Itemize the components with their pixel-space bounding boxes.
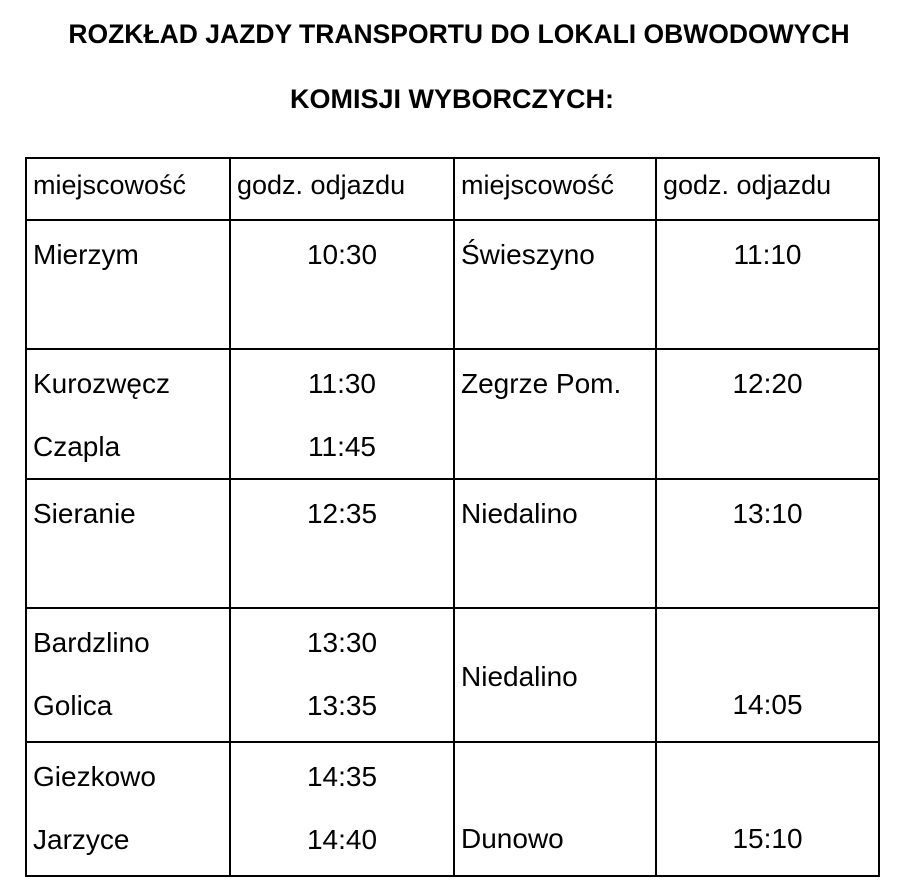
- departure-time: 15:10: [732, 823, 803, 854]
- table-header-row: [26, 158, 879, 220]
- place-name: Niedalino: [461, 498, 578, 529]
- header-place-left: miejscowość: [26, 158, 230, 220]
- left-time-cell: [230, 220, 454, 349]
- page-title-line-2: KOMISJI WYBORCZYCH:: [290, 84, 614, 114]
- left-time-cell: [230, 742, 454, 876]
- departure-time: 14:35: [306, 761, 378, 792]
- departure-time: 11:30: [308, 368, 376, 399]
- departure-time: 14:05: [732, 689, 803, 720]
- left-time-cell: [230, 349, 454, 479]
- left-place-cell: [26, 742, 230, 876]
- right-place-cell: [454, 742, 656, 876]
- place-name: Bardzlino: [33, 627, 150, 658]
- place-name: Świeszyno: [461, 239, 595, 270]
- right-place-cell: [454, 349, 656, 479]
- left-place-cell: [26, 220, 230, 349]
- place-name: Giezkowo: [33, 761, 156, 792]
- place-name: Mierzym: [33, 239, 139, 270]
- left-place-cell: [26, 479, 230, 608]
- place-name: Jarzyce: [33, 824, 130, 855]
- departure-time: 11:10: [733, 239, 802, 270]
- right-time-cell: [656, 220, 879, 349]
- departure-time: 12:35: [306, 498, 378, 529]
- table-row: [26, 742, 879, 876]
- right-place-cell: [454, 220, 656, 349]
- header-time-right: godz. odjazdu: [656, 158, 879, 220]
- left-place-cell: [26, 608, 230, 742]
- place-name: Sieranie: [33, 498, 136, 529]
- right-place-cell: [454, 608, 656, 742]
- left-time-cell: [230, 608, 454, 742]
- header-place-right: miejscowość: [454, 158, 656, 220]
- table-row: [26, 220, 879, 349]
- departure-time: 12:20: [732, 368, 803, 399]
- right-time-cell: [656, 608, 879, 742]
- departure-time: 13:10: [732, 498, 803, 529]
- place-name: Niedalino: [461, 660, 578, 692]
- table-row: [26, 349, 879, 479]
- header-time-left: godz. odjazdu: [230, 158, 454, 220]
- right-place-cell: [454, 479, 656, 608]
- left-place-cell: [26, 349, 230, 479]
- departure-time: 13:35: [306, 690, 378, 721]
- right-time-cell: [656, 742, 879, 876]
- page-title-line-1: ROZKŁAD JAZDY TRANSPORTU DO LOKALI OBWODOWYCH: [68, 19, 850, 49]
- place-name: Czapla: [33, 431, 121, 462]
- right-time-cell: [656, 349, 879, 479]
- right-time-cell: [656, 479, 879, 608]
- departure-time: 11:45: [308, 431, 376, 462]
- departure-time: 14:40: [306, 824, 378, 855]
- table-row: [26, 608, 879, 742]
- departure-time: 13:30: [306, 627, 378, 658]
- schedule-table: [25, 157, 880, 877]
- place-name: Zegrze Pom.: [461, 368, 622, 399]
- place-name: Golica: [33, 690, 113, 721]
- table-row: [26, 479, 879, 608]
- departure-time: 10:30: [306, 239, 378, 270]
- place-name: Dunowo: [461, 823, 564, 854]
- left-time-cell: [230, 479, 454, 608]
- place-name: Kurozwęcz: [33, 368, 170, 399]
